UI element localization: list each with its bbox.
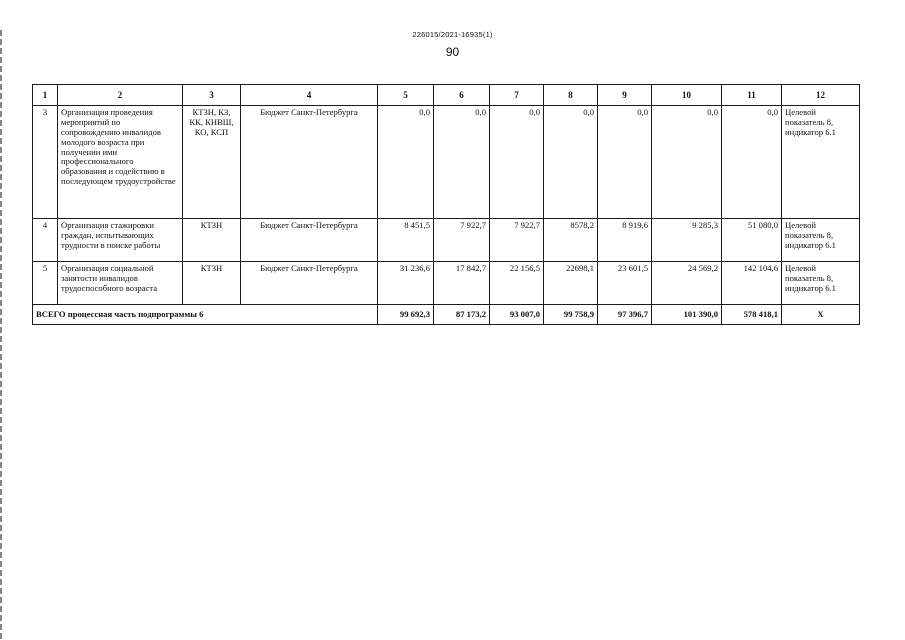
executor-cell: КТЗН xyxy=(183,219,241,262)
value-cell: 17 842,7 xyxy=(434,262,490,305)
value-cell: 31 236,6 xyxy=(378,262,434,305)
total-value-cell: 101 390,0 xyxy=(652,305,722,325)
total-value-cell: 87 173,2 xyxy=(434,305,490,325)
value-cell: 0,0 xyxy=(722,106,782,219)
value-cell: 23 601,5 xyxy=(598,262,652,305)
indicator-cell: Целевой показатель 8, индикатор 6.1 xyxy=(782,262,860,305)
value-cell: 8 451,5 xyxy=(378,219,434,262)
value-cell: 9 285,3 xyxy=(652,219,722,262)
column-header: 4 xyxy=(241,85,378,106)
document-id: 226015/2021-16935(1) xyxy=(412,30,493,39)
activity-name: Организация социальной занятости инвалидов трудоспособного возраста xyxy=(58,262,183,305)
table-row xyxy=(33,219,860,262)
total-value-cell: 99 758,9 xyxy=(544,305,598,325)
value-cell: 142 104,6 xyxy=(722,262,782,305)
total-label: ВСЕГО процессная часть подпрограммы 6 xyxy=(33,305,378,325)
value-cell: 22 156,5 xyxy=(490,262,544,305)
value-cell: 0,0 xyxy=(544,106,598,219)
indicator-cell: Целевой показатель 8, индикатор 6.1 xyxy=(782,219,860,262)
table-header-row xyxy=(33,85,860,106)
column-header: 10 xyxy=(652,85,722,106)
column-header: 2 xyxy=(58,85,183,106)
funding-source: Бюджет Санкт-Петербурга xyxy=(241,262,378,305)
total-x-mark: X xyxy=(782,305,860,325)
value-cell: 0,0 xyxy=(434,106,490,219)
value-cell: 8 919,6 xyxy=(598,219,652,262)
column-header: 8 xyxy=(544,85,598,106)
total-value-cell: 578 418,1 xyxy=(722,305,782,325)
column-header: 11 xyxy=(722,85,782,106)
row-number: 3 xyxy=(33,106,58,219)
table-row xyxy=(33,106,860,219)
value-cell: 0,0 xyxy=(378,106,434,219)
value-cell: 22698,1 xyxy=(544,262,598,305)
column-header: 6 xyxy=(434,85,490,106)
activity-name: Организация проведения мероприятий по сопровождению инвалидов молодого возраста при получении ими профессионального образования и содействию в последующем трудоустройстве xyxy=(58,106,183,219)
value-cell: 0,0 xyxy=(652,106,722,219)
executor-cell: КТЗН xyxy=(183,262,241,305)
total-row xyxy=(33,305,860,325)
column-header: 9 xyxy=(598,85,652,106)
indicator-cell: Целевой показатель 8, индикатор 6.1 xyxy=(782,106,860,219)
total-value-cell: 93 007,0 xyxy=(490,305,544,325)
page-number: 90 xyxy=(445,45,460,59)
activity-name: Организация стажировки граждан, испытывающих трудности в поиске работы xyxy=(58,219,183,262)
row-number: 5 xyxy=(33,262,58,305)
value-cell: 7 922,7 xyxy=(490,219,544,262)
scan-edge-mark xyxy=(0,30,2,640)
value-cell: 8578,2 xyxy=(544,219,598,262)
value-cell: 51 080,0 xyxy=(722,219,782,262)
value-cell: 7 922,7 xyxy=(434,219,490,262)
column-header: 5 xyxy=(378,85,434,106)
row-number: 4 xyxy=(33,219,58,262)
executor-cell: КТЗН, КЗ, КК, КНВШ, КО, КСП xyxy=(183,106,241,219)
value-cell: 24 569,2 xyxy=(652,262,722,305)
column-header: 7 xyxy=(490,85,544,106)
value-cell: 0,0 xyxy=(598,106,652,219)
column-header: 12 xyxy=(782,85,860,106)
table-row xyxy=(33,262,860,305)
total-value-cell: 99 692,3 xyxy=(378,305,434,325)
funding-source: Бюджет Санкт-Петербурга xyxy=(241,106,378,219)
budget-table xyxy=(32,84,860,325)
funding-source: Бюджет Санкт-Петербурга xyxy=(241,219,378,262)
value-cell: 0,0 xyxy=(490,106,544,219)
column-header: 3 xyxy=(183,85,241,106)
column-header: 1 xyxy=(33,85,58,106)
total-value-cell: 97 396,7 xyxy=(598,305,652,325)
